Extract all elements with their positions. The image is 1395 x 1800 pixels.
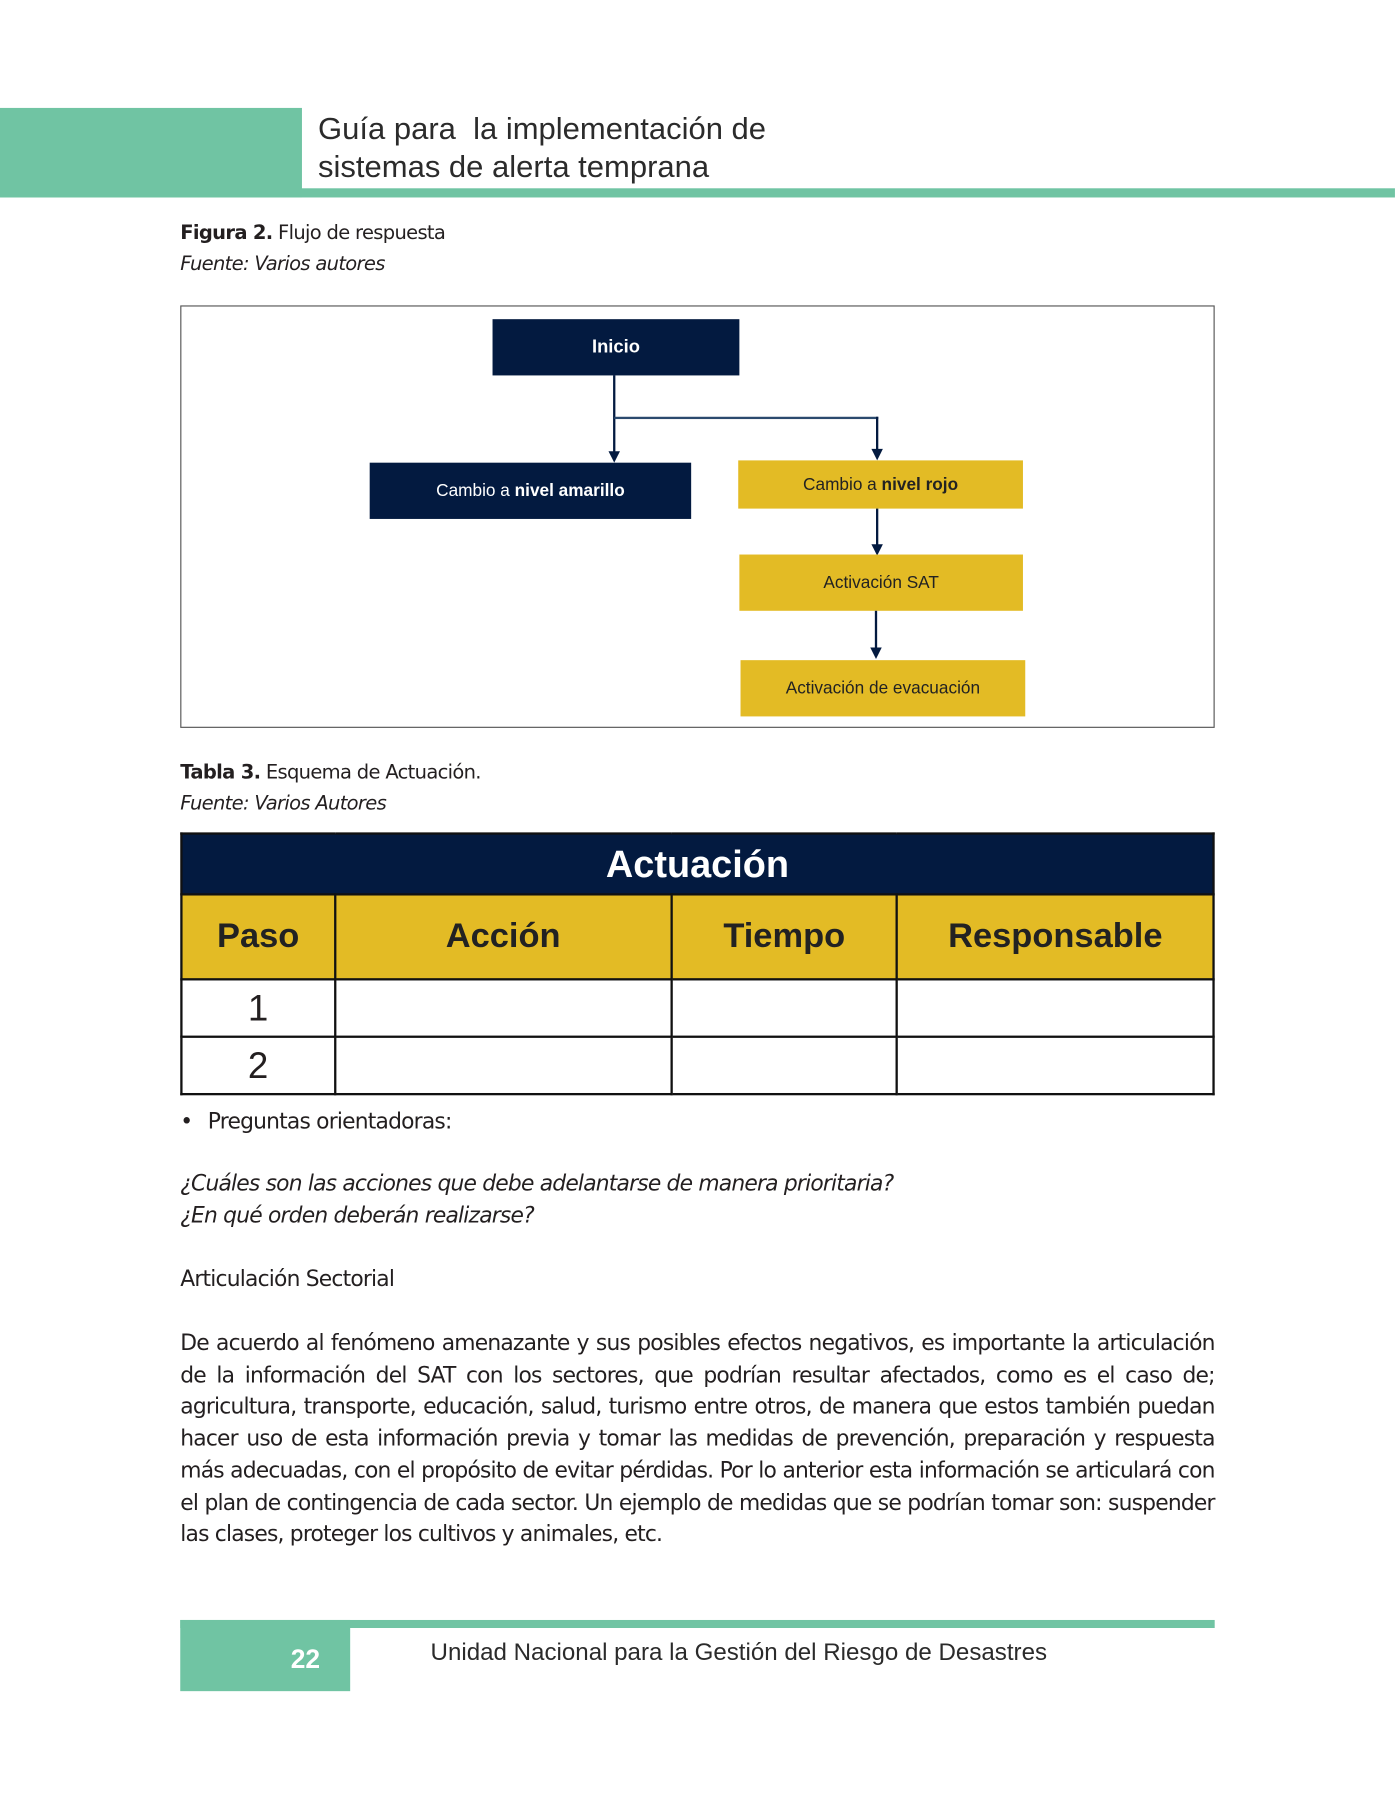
table-row: [181, 1037, 1213, 1094]
footer-organization: Unidad Nacional para la Gestión del Riesgo de Desastres: [430, 1639, 1048, 1666]
arrow-icon: [608, 451, 619, 462]
table-cell: 1: [181, 979, 335, 1036]
body-paragraph: De acuerdo al fenómeno amenazante y sus posibles efectos negativos, es importante la articulación de la información del SAT con los sectores, que podrían resultar afectados, como es el caso de; agricultura, transporte, educación, salud, turismo entre otros, de manera que estos también puedan hacer uso de esta información previa y tomar las medidas de prevención, preparación y respuesta más adecuadas, con el propósito de evitar pérdidas. Por lo anterior esta información se articulará con el plan de contingencia de cada sector. Un ejemplo de medidas que se podrían tomar son: suspender las clases, proteger los cultivos y animales, etc.: [180, 1330, 1215, 1547]
bullet-item: Preguntas orientadoras:: [207, 1109, 452, 1135]
question: ¿En qué orden deberán realizarse?: [180, 1203, 534, 1229]
table-source: Fuente: Varios Autores: [180, 792, 387, 816]
table-caption: Tabla 3. Esquema de Actuación.: [180, 761, 481, 785]
table-title: Actuación: [181, 834, 1213, 895]
arrow-icon: [870, 648, 881, 659]
column-header: Tiempo: [671, 894, 897, 979]
connector-line: [614, 417, 878, 419]
connector-line: [875, 611, 877, 649]
actuacion-table: [180, 832, 1214, 1095]
table-cell: [335, 1037, 672, 1094]
node-activacion-evacuacion: Activación de evacuación: [741, 660, 1026, 716]
table-cell: [671, 1037, 897, 1094]
connector-line: [613, 375, 615, 453]
table-cell: [671, 979, 897, 1036]
header-band: [0, 108, 302, 198]
page-number: 22: [290, 1644, 321, 1674]
column-header: Acción: [335, 894, 672, 979]
section-title: Articulación Sectorial: [180, 1266, 395, 1292]
column-header: Responsable: [897, 894, 1213, 979]
node-nivel-amarillo: Cambio a nivel amarillo: [370, 463, 691, 519]
arrow-icon: [871, 449, 882, 460]
table-cell: [897, 1037, 1213, 1094]
column-header: Paso: [181, 894, 335, 979]
figure-source: Fuente: Varios autores: [180, 252, 385, 276]
table-row: [181, 979, 1213, 1036]
node-inicio: Inicio: [493, 319, 740, 375]
node-activacion-sat: Activación SAT: [739, 555, 1023, 611]
page-number-box: [180, 1620, 350, 1691]
table-cell: [335, 979, 672, 1036]
connector-line: [876, 509, 878, 546]
node-nivel-rojo: Cambio a nivel rojo: [738, 460, 1023, 508]
table-cell: 2: [181, 1037, 335, 1094]
figure-caption: Figura 2. Flujo de respuesta: [180, 221, 446, 245]
connector-line: [876, 417, 878, 451]
table-cell: [897, 979, 1213, 1036]
header-rule: [0, 188, 1395, 197]
question: ¿Cuáles son las acciones que debe adelantarse de manera prioritaria?: [180, 1171, 894, 1197]
bullet-icon: •: [180, 1109, 193, 1135]
document-title: Guía para la implementación de sistemas de alerta temprana: [318, 111, 767, 184]
